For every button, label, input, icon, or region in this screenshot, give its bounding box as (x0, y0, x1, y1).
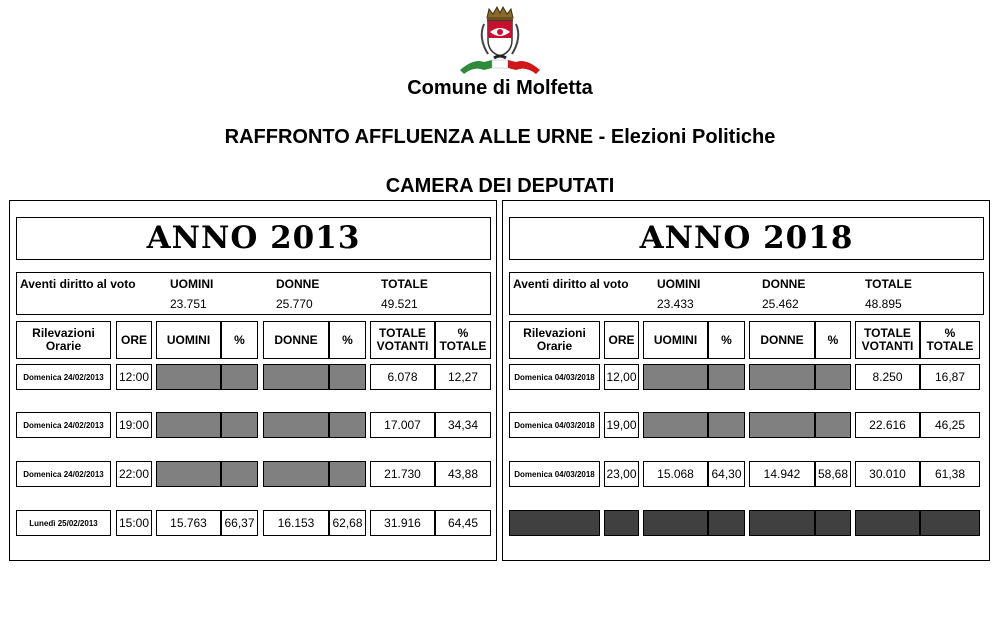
men-label: UOMINI (170, 277, 214, 291)
women-cell-empty (263, 364, 329, 390)
total-pct: 34,34 (435, 412, 491, 438)
col-header-donne: DONNE (263, 321, 329, 359)
row-date: Domenica 24/02/2013 (16, 461, 111, 487)
men-label: UOMINI (657, 277, 701, 291)
col-header-pct-uomini: % (221, 321, 258, 359)
men-cell-empty (643, 510, 708, 536)
men-eligible: 23.433 (657, 297, 694, 311)
women-cell-empty (749, 510, 815, 536)
women-eligible: 25.770 (276, 297, 313, 311)
city-name: Comune di Molfetta (407, 77, 593, 99)
total-voters: 8.250 (855, 364, 920, 390)
women-voters: 16.153 (263, 510, 329, 536)
women-pct-cell-empty (329, 461, 366, 487)
men-cell-empty (156, 461, 221, 487)
row-date: Domenica 04/03/2018 (509, 461, 600, 487)
eligible-voters-label: Aventi diritto al voto (513, 277, 629, 291)
total-pct-empty (920, 510, 980, 536)
eligible-voters-label: Aventi diritto al voto (20, 277, 136, 291)
total-label: TOTALE (381, 277, 428, 291)
women-cell-empty (263, 412, 329, 438)
row-time: 12:00 (116, 364, 152, 390)
total-pct: 61,38 (920, 461, 980, 487)
women-pct: 58,68 (815, 461, 851, 487)
panel-2013 (9, 200, 497, 561)
men-pct-cell-empty (708, 510, 745, 536)
total-voters: 17.007 (370, 412, 435, 438)
men-voters: 15.068 (643, 461, 708, 487)
women-label: DONNE (762, 277, 806, 291)
row-time: 19,00 (604, 412, 639, 438)
row-time: 19:00 (116, 412, 152, 438)
chamber-title: CAMERA DEI DEPUTATI (385, 175, 615, 197)
women-pct-cell-empty (815, 412, 851, 438)
men-cell-empty (643, 412, 708, 438)
eligible-voters-box (509, 272, 984, 315)
total-label: TOTALE (865, 277, 912, 291)
men-pct-cell-empty (221, 461, 258, 487)
col-header-donne: DONNE (749, 321, 815, 359)
women-pct: 62,68 (329, 510, 366, 536)
men-eligible: 23.751 (170, 297, 207, 311)
men-pct-cell-empty (708, 364, 745, 390)
men-pct-cell-empty (708, 412, 745, 438)
col-header-uomini: UOMINI (643, 321, 708, 359)
row-date: Domenica 24/02/2013 (16, 412, 111, 438)
col-header-pct-uomini: % (708, 321, 745, 359)
total-voters: 21.730 (370, 461, 435, 487)
women-cell-empty (749, 412, 815, 438)
men-cell-empty (643, 364, 708, 390)
row-time: 22:00 (116, 461, 152, 487)
total-pct: 46,25 (920, 412, 980, 438)
row-date: Domenica 04/03/2018 (509, 412, 600, 438)
men-pct-cell-empty (221, 364, 258, 390)
col-header-rilevazioni: Rilevazioni Orarie (16, 321, 111, 359)
women-eligible: 25.462 (762, 297, 799, 311)
men-pct: 66,37 (221, 510, 258, 536)
report-title: RAFFRONTO AFFLUENZA ALLE URNE - Elezioni Politiche (224, 126, 776, 148)
men-pct-cell-empty (221, 412, 258, 438)
year-title: ANNO 2018 (509, 217, 984, 260)
total-pct: 43,88 (435, 461, 491, 487)
col-header-totale-votanti: TOTALE VOTANTI (370, 321, 435, 359)
women-cell-empty (749, 364, 815, 390)
women-voters: 14.942 (749, 461, 815, 487)
men-voters: 15.763 (156, 510, 221, 536)
row-date: Domenica 24/02/2013 (16, 364, 111, 390)
total-voters: 31.916 (370, 510, 435, 536)
women-cell-empty (263, 461, 329, 487)
women-pct-cell-empty (815, 510, 851, 536)
col-header-rilevazioni: Rilevazioni Orarie (509, 321, 600, 359)
row-time: 12,00 (604, 364, 639, 390)
row-date-empty (509, 510, 600, 536)
men-cell-empty (156, 364, 221, 390)
year-title: ANNO 2013 (16, 217, 491, 260)
total-voters: 30.010 (855, 461, 920, 487)
row-time: 23,00 (604, 461, 639, 487)
col-header-uomini: UOMINI (156, 321, 221, 359)
total-eligible: 49.521 (381, 297, 418, 311)
eligible-voters-box (16, 272, 491, 315)
total-pct: 16,87 (920, 364, 980, 390)
col-header-ore: ORE (116, 321, 152, 359)
col-header-pct-totale: % TOTALE (920, 321, 980, 359)
coat-of-arms-logo (454, 2, 546, 74)
col-header-pct-donne: % (329, 321, 366, 359)
men-pct: 64,30 (708, 461, 745, 487)
men-cell-empty (156, 412, 221, 438)
col-header-totale-votanti: TOTALE VOTANTI (855, 321, 920, 359)
row-time-empty (604, 510, 639, 536)
col-header-pct-totale: % TOTALE (435, 321, 491, 359)
women-pct-cell-empty (329, 364, 366, 390)
total-voters: 22.616 (855, 412, 920, 438)
total-pct: 64,45 (435, 510, 491, 536)
row-date: Domenica 04/03/2018 (509, 364, 600, 390)
total-voters: 6.078 (370, 364, 435, 390)
total-eligible: 48.895 (865, 297, 902, 311)
row-date: Lunedì 25/02/2013 (16, 510, 111, 536)
total-voters-empty (855, 510, 920, 536)
total-pct: 12,27 (435, 364, 491, 390)
row-time: 15:00 (116, 510, 152, 536)
women-label: DONNE (276, 277, 320, 291)
women-pct-cell-empty (329, 412, 366, 438)
col-header-pct-donne: % (815, 321, 851, 359)
col-header-ore: ORE (604, 321, 639, 359)
women-pct-cell-empty (815, 364, 851, 390)
panel-2018 (502, 200, 990, 561)
